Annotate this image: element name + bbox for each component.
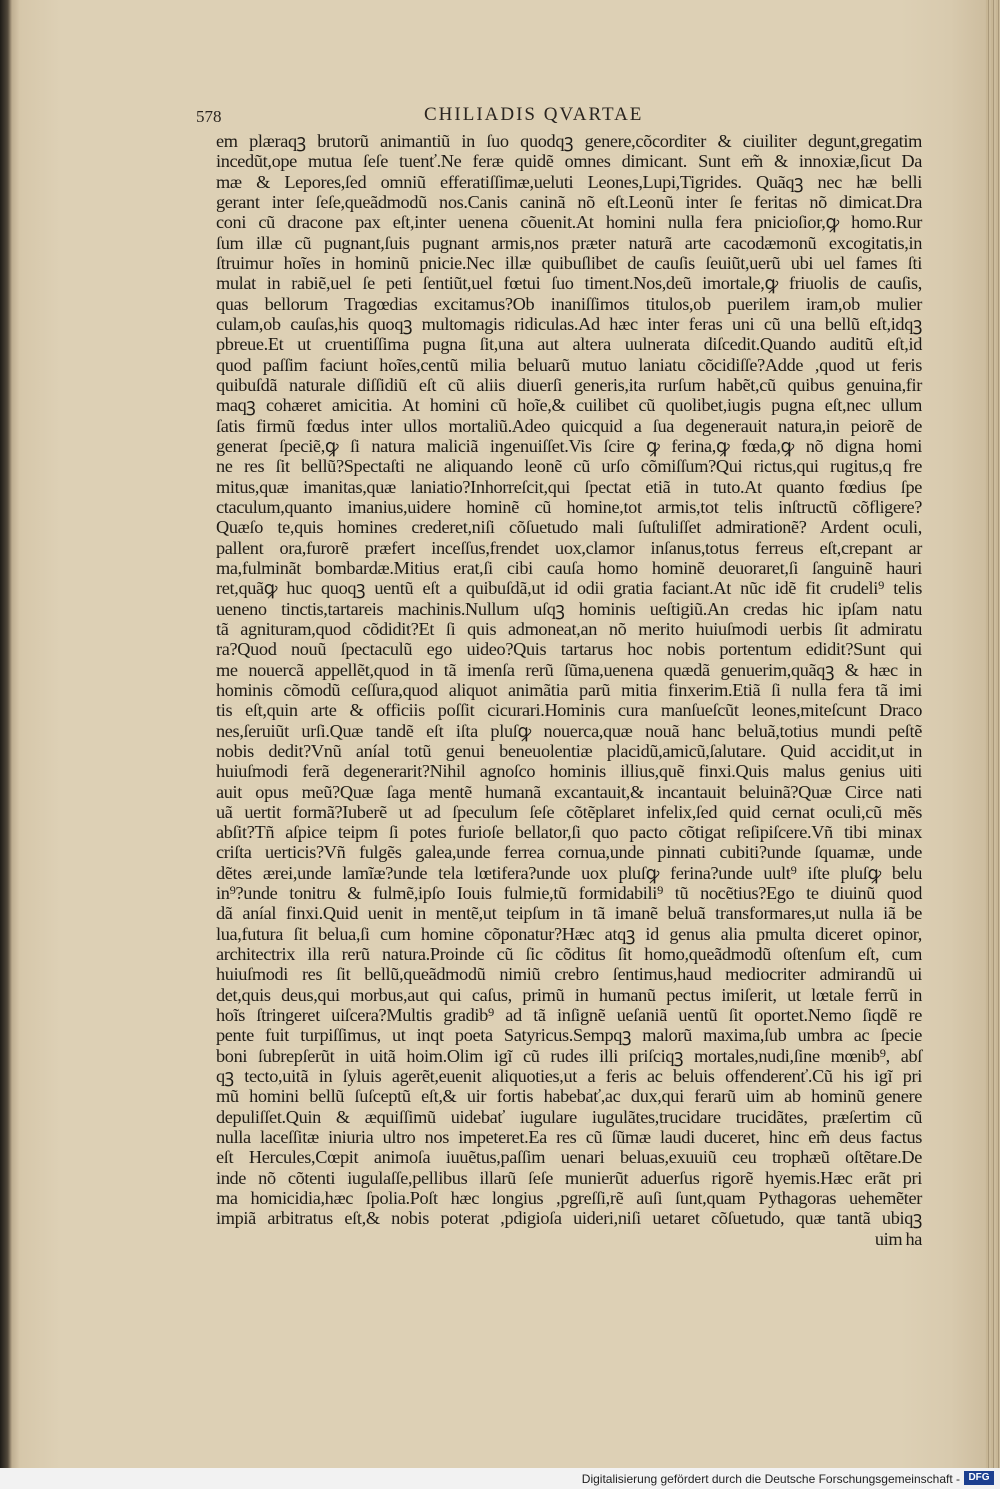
text-line: nes,ſeruiũt urſi.Quæ tandẽ eſt iſta pluſꝙ nouerca,quæ nouã hanc beluã,totius mundi peſtẽ bbox=[216, 720, 922, 741]
text-line: inde nõ cõtenti iugulaſſe,pellibus illarũ ſeſe munierũt aduerſus rigorẽ hyemis.Hæc erãt pri bbox=[216, 1167, 922, 1188]
text-line: mulat in rabiẽ,uel ſe peti ſentiũt,uel fœtui ſuo timent.Nos,deũ imortale,ꝙ friuolis de cauſis, bbox=[216, 273, 922, 294]
text-line: mũ homini bellũ ſuſceptũ eſt,& uir fortis habebať,ac dux,qui ferarũ uim ab hominũ genere bbox=[216, 1086, 922, 1107]
text-line: lua,futura ſit belua,ſi cum homine cõponatur?Hæc atqꝫ id genus alia pmulta diceret opinor, bbox=[216, 923, 922, 944]
text-line: ſtruimur hoĩes in hominũ pnicie.Nec illæ quibuſlibet de cauſis ſeuiũt,uerũ ubi uel fames ſti bbox=[216, 252, 922, 273]
text-line: eſt Hercules,Cœpit animoſa iuuẽtus,paſſim uenari beluas,exuuiũ ceu trophæũ oſtẽtare.De bbox=[216, 1147, 922, 1168]
text-line: coni cũ dracone pax eſt,inter uenena cõuenit.At homini nulla fera pnicioſior,ꝙ homo.Rur bbox=[216, 212, 922, 233]
text-line: mæ & Lepores,ſed omniũ efferatiſſimæ,ueluti Leones,Lupi,Tigrides. Quãqꝫ nec hæ belli bbox=[216, 171, 922, 192]
text-line: depuliſſet.Quin & æquiſſimũ uidebať iugulare iugulãtes,trucidare trucidãtes, præſertim cũ bbox=[216, 1106, 922, 1127]
text-line: uim ha bbox=[874, 1228, 922, 1249]
text-line: hoĩs ſtringeret uiſcera?Multis gradib⁹ ad tã inſignẽ ueſaniã uentũ ſit oportet.Nemo ſiqdẽ re bbox=[216, 1005, 922, 1026]
text-line: abſit?Tñ aſpice teipm ſi potes furioſe bellator,ſi quo pacto cõtigat reſipiſcere.Vñ tibi minax bbox=[216, 822, 922, 843]
funding-credit: Digitalisierung gefördert durch die Deutsche Forschungsgemeinschaft - bbox=[581, 1472, 960, 1486]
text-line: qꝫ tecto,uitã in ſyluis agerẽt,euenit aliquoties,ut a feris ac beluis offenderenť.Cũ his igĩ pri bbox=[216, 1066, 922, 1087]
text-line: Quæſo te,quis homines crederet,niſi cõſuetudo mali ſuſtuliſſet admirationẽ? Ardent oculi, bbox=[216, 517, 922, 538]
text-line: ueneno tinctis,tartareis machinis.Nullum uſqꝫ hominis ueſtigiũ.An credas hic ipſam natu bbox=[216, 598, 922, 619]
text-line: ma homicidia,hæc ſpolia.Poſt hæc longius ,pgreſſi,rẽ auſi ſunt,quam Pythagoras uehemẽter bbox=[216, 1188, 922, 1209]
book-gutter bbox=[0, 0, 12, 1468]
text-line: pbreue.Et ut cruentiſſima pugna ſit,una aut altera uulnerata diſcedit.Quando auditũ eſt,id bbox=[216, 334, 922, 355]
text-line: criſta uerticis?Vñ fulgẽs galea,unde ferrea cornua,unde pinnati cubiti?unde ſquamæ, unde bbox=[216, 842, 922, 863]
text-line: huiuſmodi ferã degenerarit?Nihil agnoſco hominis illius,quẽ finxi.Quis malus genius uiti bbox=[216, 761, 922, 782]
footer-bar bbox=[0, 1468, 1000, 1489]
text-line: ſatis firmũ fœdus inter ullos mortaliũ.Adeo quicquid a ſua degenerauit natura,in peiorẽ de bbox=[216, 415, 922, 436]
text-line: in⁹?unde tonitru & fulmẽ,ipſo Iouis fulmie,tũ formidabili⁹ tũ nocẽtius?Ego te diuinũ quod bbox=[216, 883, 922, 904]
text-line: ne res ſit bellũ?Spectaſti ne aliquando leonẽ cũ urſo cõmiſſum?Qui rictus,qui rugitus,q fre bbox=[216, 456, 922, 477]
text-line: quas bellorum Tragœdias excitamus?Ob inaniſſimos titulos,ob puerilem iram,ob mulier bbox=[216, 293, 922, 314]
text-line: hominis cõmodũ ceſſura,quod aliquot animãtia parũ mitia finxerim.Etiã ſi nulla fera tã imi bbox=[216, 679, 922, 700]
text-line: ſum illæ cũ pugnant,ſuis pugnant armis,nos præter naturã arte cacodæmonũ excogitatis,in bbox=[216, 232, 922, 253]
text-line: pente fuit turpiſſimus, ut inqt poeta Satyricus.Sempqꝫ malorũ maxima,ſub umbra ac ſpecie bbox=[216, 1025, 922, 1046]
page-number: 578 bbox=[196, 107, 222, 126]
text-line: incedũt,ope mutua ſeſe tuenť.Ne feræ quidẽ omnes dimicant. Sunt em̃ & innoxiæ,ſicut Da bbox=[216, 151, 922, 172]
text-line: culam,ob cauſas,his quoqꝫ multomagis ridiculas.Ad hæc inter feras uni cũ una bellũ eſt,idqꝫ bbox=[216, 313, 922, 334]
text-line: architectrix illa rerũ natura.Proinde cũ ſic cõditus ſit homo,queãdmodũ oſtenſum eſt, cum bbox=[216, 944, 922, 965]
dfg-logo-icon: DFG bbox=[964, 1471, 994, 1485]
text-line: ma,fulminãt bombardæ.Mitius erat,ſi cibi cauſa homo hominẽ deuoraret,ſi ſanguinẽ hauri bbox=[216, 557, 922, 578]
text-line: ctaculum,quanto imanius,uidere hominẽ cũ homine,tot armis,tot telis inſtructũ cõfligere? bbox=[216, 496, 922, 517]
text-line: nulla laceſſitæ iniuria ultro nos impeteret.Ea res cũ ſũmæ laudi duceret, hinc em̃ deus factus bbox=[216, 1127, 922, 1148]
text-line: uã uertit formã?Iuberẽ ut ad ſpeculum ſeſe cõtẽplaret infelix,ſed quid cernat oculi,cũ mẽs bbox=[216, 801, 922, 822]
text-line: auit opus meũ?Quæ ſaga mentẽ humanã excantauit,& incantauit beluinã?Quæ Circe nati bbox=[216, 781, 922, 802]
text-line: me nouercã appellẽt,quod in tã imenſa rerũ ſũma,uenena quædã genuerim,quãqꝫ & hæc in bbox=[216, 659, 922, 680]
body-text bbox=[216, 131, 922, 1249]
text-line: nobis dedit?Vnũ aníal totũ genui beneuolentiæ placidũ,amicũ,ſalutare. Quid accidit,ut in bbox=[216, 740, 922, 761]
text-line: maqꝫ cohæret amicitia. At homini cũ hoĩe,& cuilibet cũ quolibet,iugis pugna eſt,nec ullum bbox=[216, 395, 922, 416]
text-line: pallent ora,furorẽ præfert inceſſus,frendet uox,clamor inſanus,totus ferreus eſt,crepant ar bbox=[216, 537, 922, 558]
text-line: quod paſſim faciunt hoĩes,centũ milia beluarũ mutuo laniatu cõcidiſſe?Adde ,quod ut feris bbox=[216, 354, 922, 375]
text-line: boni ſubrepſerũt in uitã hoim.Olim igĩ cũ rudes illi priſciqꝫ mortales,nudi,ſine mœnib⁹, abſ bbox=[216, 1045, 922, 1066]
text-line: tã agnituram,quod cõdidit?Et ſi quis admoneat,an nõ merito huiuſmodi uerbis ſit admiratu bbox=[216, 618, 922, 639]
text-line: em plæraqꝫ brutorũ animantiũ in ſuo quodqꝫ genere,cõcorditer & ciuiliter degunt,gregatim bbox=[216, 131, 922, 151]
text-line: generat ſpeciẽ,ꝙ ſi natura maliciã ingenuiſſet.Vis ſcire ꝙ ferina,ꝙ fœda,ꝙ nõ digna homi bbox=[216, 435, 922, 456]
text-line: ret,quãꝙ huc quoqꝫ uentũ eſt a quibuſdã,ut id odii gratia faciant.At nũc idẽ fit crudeli⁹ telis bbox=[216, 578, 922, 599]
running-head: CHILIADIS QVARTAE bbox=[424, 104, 644, 125]
text-line: mitus,quæ imanitas,quæ laniatio?Inhorreſcit,qui ſpectat etiã in tuto.At quanto fœdius ſpe bbox=[216, 476, 922, 497]
text-line: impiã arbitratus eſt,& nobis poterat ,pdigioſa uideri,niſi uetaret cõſuetudo, quæ tantã ubiqꝫ bbox=[216, 1208, 922, 1229]
page-edges bbox=[986, 0, 1000, 1468]
text-line: dã aníal finxi.Quid uenit in mentẽ,ut teipſum in tã imanẽ beluã transformares,ut nulla iã be bbox=[216, 903, 922, 924]
text-line: det,quis deus,qui morbus,aut qui caſus, primũ in humanũ pectus imiſerit, ut lœtale ferrũ in bbox=[216, 984, 922, 1005]
text-line: tis eſt,quin arte & officiis poſſit cicurari.Hominis cura manſueſcũt leones,miteſcunt Draco bbox=[216, 700, 922, 721]
text-line: dẽtes ærei,unde lamĩæ?unde tela lœtifera?unde uox pluſꝙ ferina?unde uult⁹ iſte pluſꝙ belu bbox=[216, 862, 922, 883]
text-line: gerant inter ſeſe,queãdmodũ nos.Canis caninã nõ eſt.Leonũ inter ſe feritas nõ dimicat.Dra bbox=[216, 191, 922, 212]
text-line: huiuſmodi res ſit bellũ,queãdmodũ nimiũ crebro ſentimus,haud mediocriter admirandũ ui bbox=[216, 964, 922, 985]
text-line: quibuſdã naturale diſſidiũ eſt cũ aliis diuerſi generis,ita rurſum habẽt,cũ quibus genuina,fir bbox=[216, 374, 922, 395]
text-line: ra?Quod nouũ ſpectaculũ ego uideo?Quis tartarus hoc nobis portentum edidit?Sunt qui bbox=[216, 639, 922, 660]
